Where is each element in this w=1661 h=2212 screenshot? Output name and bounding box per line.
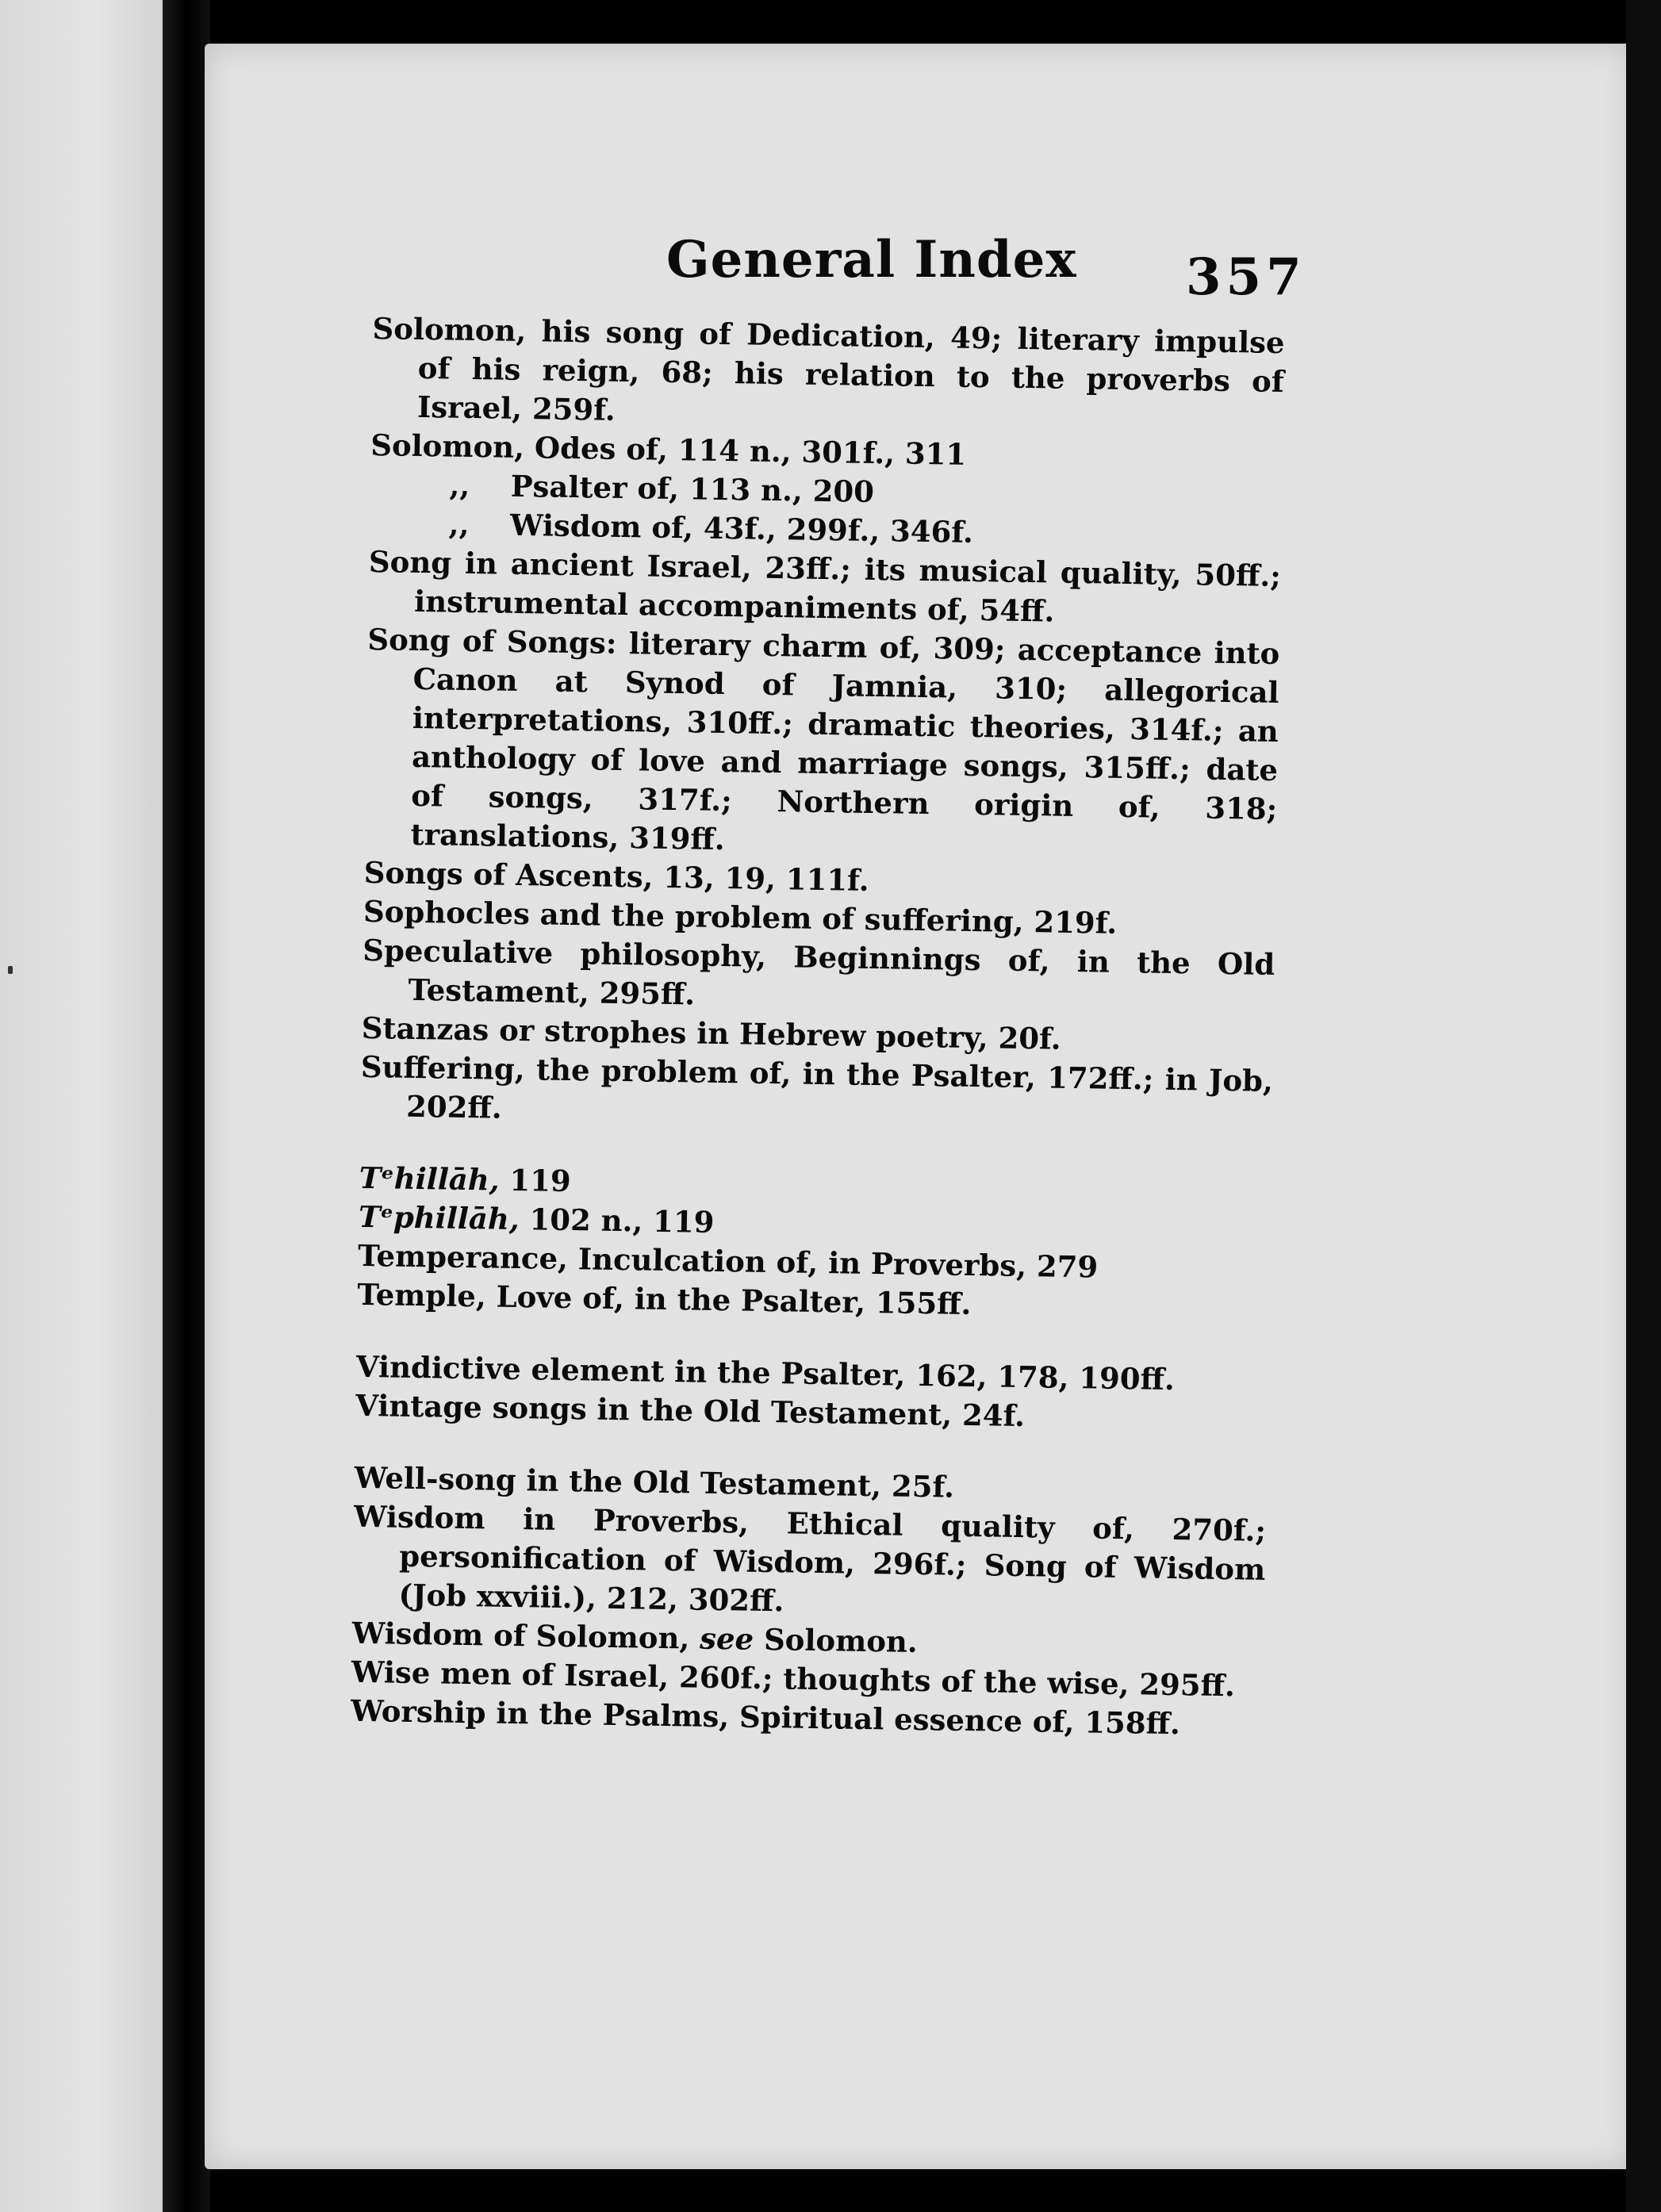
index-entry: Songs of Ascents, 13, 19, 111f.: [363, 854, 869, 898]
index-entry: Sophocles and the problem of suffering, 219f.: [363, 893, 1118, 941]
right-border: [1626, 0, 1661, 2212]
book-gutter: [163, 0, 210, 2212]
index-subentry: ,, Wisdom of, 43f., 299f., 346f.: [448, 506, 974, 550]
film-speck: [8, 966, 13, 974]
index-entry: Wise men of Israel, 260f.; thoughts of the wise, 295ff.: [351, 1654, 1236, 1704]
index-entry: Tᵉhillāh, 119: [359, 1160, 572, 1199]
index-entry: Suffering, the problem of, in the Psalter, 172ff.; in Job, 202ff.: [360, 1048, 1274, 1125]
index-entry: Song of Songs: literary charm of, 309; acceptance into Canon at Synod of Jamnia, 310; allegorical interpretations, 310ff.; dramatic theories, 314f.; an anthology of love and marriage songs, 315ff.; date of songs, 317f.; Northern origin of, 318; translations, 319ff.: [367, 621, 1280, 857]
index-entry: Wisdom in Proverbs, Ethical quality of, 270f.; personification of Wisdom, 296f.; Song of Wisdom (Job xxviii.), 212, 302ff.: [353, 1498, 1267, 1619]
index-entry: Wisdom of Solomon, see Solomon.: [351, 1615, 919, 1659]
index-entry: Vintage songs in the Old Testament, 24f.: [355, 1387, 1026, 1434]
index-entry: Temperance, Inculcation of, in Proverbs, 279: [357, 1237, 1099, 1285]
facing-page-edge: [0, 0, 176, 2212]
index-entry: Tᵉphillāh, 102 n., 119: [358, 1198, 715, 1240]
index-entry: Solomon, Odes of, 114 n., 301f., 311: [370, 427, 967, 472]
index-entry: Stanzas or strophes in Hebrew poetry, 20f.: [361, 1010, 1061, 1056]
index-entry: Vindictive element in the Psalter, 162, 178, 190ff.: [355, 1348, 1176, 1397]
page-number: 357: [1186, 247, 1306, 307]
index-entry: Worship in the Psalms, Spiritual essence of, 158ff.: [350, 1693, 1181, 1742]
running-head: General Index: [666, 230, 1077, 289]
index-entry: Solomon, his song of Dedication, 49; literary impulse of his reign, 68; his relation to the proverbs of Israel, 259f.: [372, 310, 1285, 427]
index-subentry: ,, Psalter of, 113 n., 200: [449, 467, 875, 509]
index-entry: Speculative philosophy, Beginnings of, in the Old Testament, 295ff.: [362, 932, 1275, 1012]
index-entry: Well-song in the Old Testament, 25f.: [354, 1459, 955, 1505]
index-entries: [351, 309, 1285, 1745]
index-entry: Song in ancient Israel, 23ff.; its musical quality, 50ff.; instrumental accompaniments of, 54ff.: [368, 543, 1282, 629]
index-entry: Temple, Love of, in the Psalter, 155ff.: [357, 1276, 972, 1322]
